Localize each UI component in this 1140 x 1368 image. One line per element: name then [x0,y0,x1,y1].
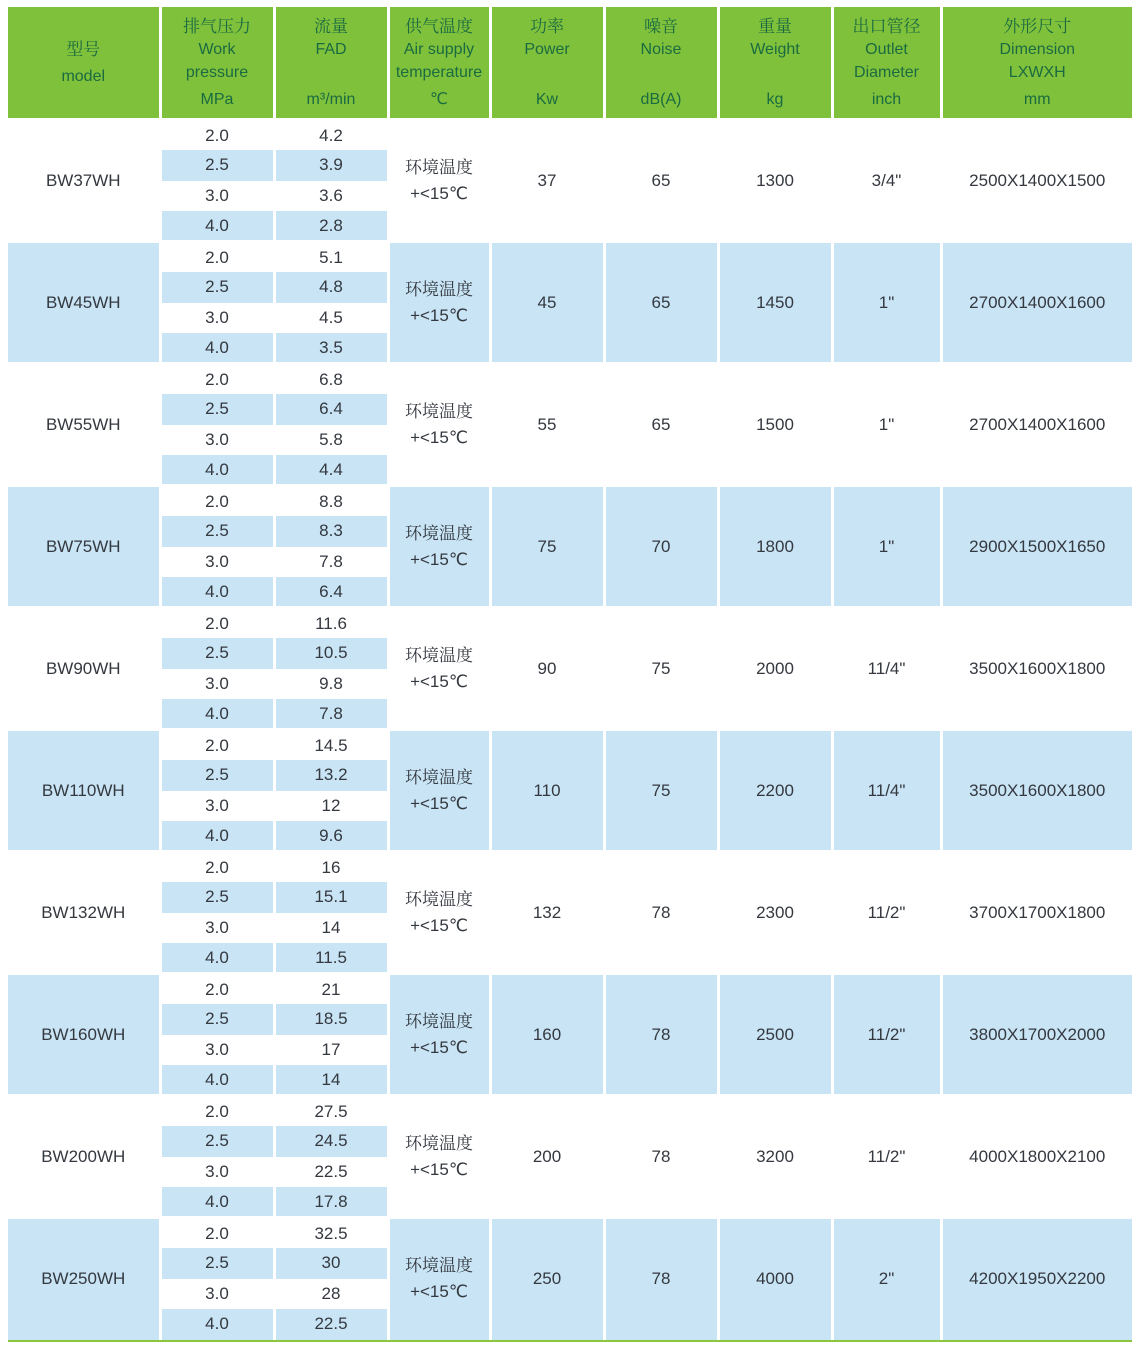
dimension-cell: 3700X1700X1800 [941,852,1132,974]
fad-cell: 6.8 [274,364,388,395]
fad-cell: 27.5 [274,1096,388,1127]
pressure-cell: 2.0 [160,730,274,761]
outlet-cell: 11/2" [832,974,941,1096]
table-row [8,486,1132,517]
model-cell: BW45WH [8,242,160,364]
air-supply-temp-cell [388,364,490,486]
temp-note-line1: 环境温度 [405,1011,473,1031]
fad-cell: 6.4 [274,394,388,425]
model-cell: BW200WH [8,1096,160,1218]
power-cell: 45 [490,242,604,364]
pressure-cell: 2.5 [160,1126,274,1157]
pressure-cell: 4.0 [160,333,274,364]
dimension-cell: 3800X1700X2000 [941,974,1132,1096]
fad-cell: 21 [274,974,388,1005]
spec-table [8,7,1132,1340]
outlet-cell: 11/2" [832,1096,941,1218]
fad-cell: 5.1 [274,242,388,273]
table-row [8,120,1132,151]
temp-note-line1: 环境温度 [405,157,473,177]
fad-cell: 10.5 [274,638,388,669]
power-cell: 110 [490,730,604,852]
noise-cell: 75 [604,730,718,852]
weight-cell: 4000 [718,1218,832,1340]
pressure-cell: 4.0 [160,699,274,730]
temp-note-line1: 环境温度 [405,279,473,299]
model-cell: BW132WH [8,852,160,974]
dimension-cell: 2700X1400X1600 [941,364,1132,486]
fad-cell: 8.8 [274,486,388,517]
air-supply-temp-cell [388,608,490,730]
weight-cell: 1500 [718,364,832,486]
unit-mm: mm [1023,91,1051,108]
table-row [8,730,1132,761]
air-supply-temp-cell [388,486,490,608]
weight-cell: 2200 [718,730,832,852]
pressure-cell: 3.0 [160,547,274,578]
power-cell: 250 [490,1218,604,1340]
header-noise: 噪音 Noise dB(A) [604,7,718,120]
temp-note-line1: 环境温度 [405,767,473,787]
pressure-cell: 4.0 [160,211,274,242]
noise-cell: 65 [604,242,718,364]
power-cell: 132 [490,852,604,974]
table-body [8,120,1132,1340]
weight-cell: 3200 [718,1096,832,1218]
pressure-cell: 2.0 [160,852,274,883]
header-power: 功率 Power Kw [490,7,604,120]
fad-cell: 17.8 [274,1187,388,1218]
temp-note-line1: 环境温度 [405,1256,473,1276]
fad-cell: 3.5 [274,333,388,364]
fad-cell: 3.9 [274,150,388,181]
noise-cell: 70 [604,486,718,608]
dimension-cell: 2900X1500X1650 [941,486,1132,608]
unit-mpa: MPa [200,91,234,108]
pressure-cell: 2.0 [160,974,274,1005]
fad-cell: 4.2 [274,120,388,151]
pressure-cell: 2.0 [160,120,274,151]
pressure-cell: 2.0 [160,364,274,395]
power-cell: 200 [490,1096,604,1218]
noise-cell: 78 [604,1218,718,1340]
fad-cell: 28 [274,1279,388,1310]
noise-cell: 65 [604,364,718,486]
model-cell: BW250WH [8,1218,160,1340]
noise-cell: 78 [604,974,718,1096]
temp-note-line2: +<15℃ [410,915,468,935]
fad-cell: 17 [274,1035,388,1066]
pressure-cell: 3.0 [160,1035,274,1066]
power-cell: 37 [490,120,604,242]
outlet-cell: 3/4" [832,120,941,242]
table-row [8,242,1132,273]
temp-note-line2: +<15℃ [410,549,468,569]
fad-cell: 24.5 [274,1126,388,1157]
dimension-cell: 2500X1400X1500 [941,120,1132,242]
pressure-cell: 3.0 [160,791,274,822]
pressure-cell: 2.5 [160,272,274,303]
pressure-cell: 2.0 [160,608,274,639]
pressure-cell: 2.5 [160,638,274,669]
air-supply-temp-cell [388,242,490,364]
model-cell: BW90WH [8,608,160,730]
power-cell: 55 [490,364,604,486]
fad-cell: 5.8 [274,425,388,456]
temp-note-line1: 环境温度 [405,401,473,421]
pressure-cell: 4.0 [160,1187,274,1218]
fad-cell: 14.5 [274,730,388,761]
header-outlet-diameter: 出口管径 Outlet Diameter inch [832,7,941,120]
pressure-cell: 4.0 [160,1065,274,1096]
header-work-pressure: 排气压力 Work pressure MPa [160,7,274,120]
fad-cell: 7.8 [274,699,388,730]
pressure-cell: 2.5 [160,516,274,547]
dimension-cell: 4000X1800X2100 [941,1096,1132,1218]
fad-cell: 4.4 [274,455,388,486]
fad-cell: 8.3 [274,516,388,547]
pressure-cell: 3.0 [160,1279,274,1310]
unit-celsius: ℃ [430,91,448,108]
table-bottom-border [8,1340,1132,1342]
outlet-cell: 11/4" [832,730,941,852]
fad-cell: 13.2 [274,760,388,791]
header-model-en: model [61,68,106,85]
pressure-cell: 3.0 [160,669,274,700]
model-cell: BW110WH [8,730,160,852]
pressure-cell: 2.0 [160,1096,274,1127]
weight-cell: 2300 [718,852,832,974]
model-cell: BW37WH [8,120,160,242]
table-row [8,364,1132,395]
unit-m3min: m³/min [306,91,356,108]
dimension-cell: 3500X1600X1800 [941,730,1132,852]
fad-cell: 30 [274,1248,388,1279]
outlet-cell: 11/4" [832,608,941,730]
pressure-cell: 2.5 [160,882,274,913]
outlet-cell: 2" [832,1218,941,1340]
model-cell: BW160WH [8,974,160,1096]
outlet-cell: 1" [832,486,941,608]
pressure-cell: 4.0 [160,821,274,852]
weight-cell: 1450 [718,242,832,364]
model-cell: BW55WH [8,364,160,486]
table-row [8,974,1132,1005]
weight-cell: 1300 [718,120,832,242]
pressure-cell: 2.5 [160,1248,274,1279]
fad-cell: 9.6 [274,821,388,852]
power-cell: 75 [490,486,604,608]
air-supply-temp-cell [388,120,490,242]
pressure-cell: 2.5 [160,150,274,181]
pressure-cell: 3.0 [160,425,274,456]
fad-cell: 22.5 [274,1309,388,1340]
unit-inch: inch [871,91,902,108]
fad-cell: 11.5 [274,943,388,974]
table-row [8,852,1132,883]
weight-cell: 2500 [718,974,832,1096]
dimension-cell: 2700X1400X1600 [941,242,1132,364]
temp-note-line1: 环境温度 [405,889,473,909]
fad-cell: 4.8 [274,272,388,303]
noise-cell: 78 [604,852,718,974]
air-supply-temp-cell [388,730,490,852]
table-row [8,1218,1132,1249]
pressure-cell: 2.5 [160,394,274,425]
temp-note-line2: +<15℃ [410,671,468,691]
noise-cell: 75 [604,608,718,730]
air-supply-temp-cell [388,852,490,974]
power-cell: 90 [490,608,604,730]
air-supply-temp-cell [388,974,490,1096]
temp-note-line2: +<15℃ [410,183,468,203]
weight-cell: 2000 [718,608,832,730]
pressure-cell: 4.0 [160,1309,274,1340]
outlet-cell: 11/2" [832,852,941,974]
pressure-cell: 3.0 [160,913,274,944]
pressure-cell: 2.0 [160,242,274,273]
fad-cell: 9.8 [274,669,388,700]
unit-kw: Kw [535,91,559,108]
outlet-cell: 1" [832,242,941,364]
fad-cell: 6.4 [274,577,388,608]
air-supply-temp-cell [388,1096,490,1218]
pressure-cell: 3.0 [160,303,274,334]
table-row [8,608,1132,639]
temp-note-line1: 环境温度 [405,645,473,665]
weight-cell: 1800 [718,486,832,608]
header-model-zh: 型号 [66,40,101,59]
fad-cell: 14 [274,1065,388,1096]
temp-note-line2: +<15℃ [410,1282,468,1302]
pressure-cell: 2.0 [160,486,274,517]
fad-cell: 3.6 [274,181,388,212]
temp-note-line1: 环境温度 [405,523,473,543]
pressure-cell: 2.0 [160,1218,274,1249]
table-row [8,1096,1132,1127]
temp-note-line2: +<15℃ [410,305,468,325]
temp-note-line2: +<15℃ [410,793,468,813]
pressure-cell: 2.5 [160,1004,274,1035]
fad-cell: 4.5 [274,303,388,334]
temp-note-line2: +<15℃ [410,1037,468,1057]
fad-cell: 7.8 [274,547,388,578]
fad-cell: 22.5 [274,1157,388,1188]
table-header [8,7,1132,120]
fad-cell: 18.5 [274,1004,388,1035]
header-model [8,7,160,120]
unit-kg: kg [766,91,784,108]
noise-cell: 65 [604,120,718,242]
fad-cell: 11.6 [274,608,388,639]
temp-note-line2: +<15℃ [410,427,468,447]
header-weight: 重量 Weight kg [718,7,832,120]
fad-cell: 12 [274,791,388,822]
fad-cell: 2.8 [274,211,388,242]
fad-cell: 32.5 [274,1218,388,1249]
pressure-cell: 3.0 [160,181,274,212]
dimension-cell: 3500X1600X1800 [941,608,1132,730]
pressure-cell: 3.0 [160,1157,274,1188]
power-cell: 160 [490,974,604,1096]
pressure-cell: 4.0 [160,455,274,486]
dimension-cell: 4200X1950X2200 [941,1218,1132,1340]
pressure-cell: 4.0 [160,577,274,608]
header-fad: 流量 FAD m³/min [274,7,388,120]
unit-dba: dB(A) [640,91,682,108]
model-cell: BW75WH [8,486,160,608]
header-air-supply-temperature: 供气温度 Air supply temperature ℃ [388,7,490,120]
outlet-cell: 1" [832,364,941,486]
header-row [8,7,1132,120]
temp-note-line2: +<15℃ [410,1159,468,1179]
header-dimension: 外形尺寸 Dimension LXWXH mm [941,7,1132,120]
fad-cell: 15.1 [274,882,388,913]
fad-cell: 16 [274,852,388,883]
air-supply-temp-cell [388,1218,490,1340]
pressure-cell: 2.5 [160,760,274,791]
fad-cell: 14 [274,913,388,944]
pressure-cell: 4.0 [160,943,274,974]
temp-note-line1: 环境温度 [405,1133,473,1153]
noise-cell: 78 [604,1096,718,1218]
